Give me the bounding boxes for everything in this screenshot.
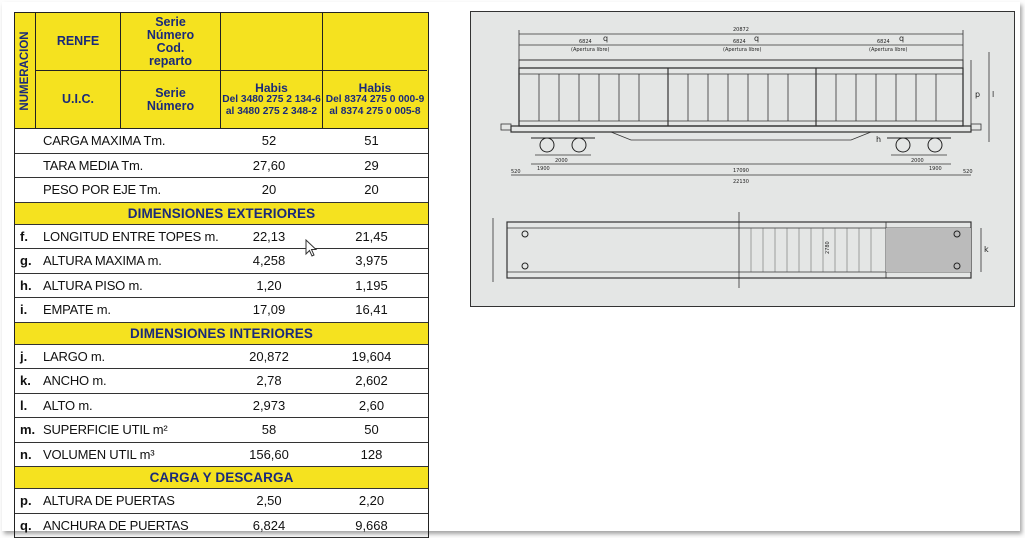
row-label: ALTURA MAXIMA m. xyxy=(35,253,219,268)
value-habis-1: 22,13 xyxy=(219,229,319,244)
uic-label: U.I.C. xyxy=(36,70,120,128)
table-row xyxy=(15,178,428,203)
letter-q-2: q xyxy=(754,34,759,43)
letter-l: l xyxy=(992,90,994,99)
table-row xyxy=(15,225,428,250)
table-row xyxy=(15,369,428,394)
row-letter: h. xyxy=(15,278,35,293)
row-label: CARGA MAXIMA Tm. xyxy=(35,133,219,148)
dim-door-2: 6824 xyxy=(733,39,746,45)
table-header xyxy=(15,12,428,129)
section-carga: CARGA Y DESCARGA xyxy=(15,467,428,489)
value-habis-1: 4,258 xyxy=(219,253,319,268)
catalog-page xyxy=(2,2,1020,531)
row-label: ALTURA PISO m. xyxy=(35,278,219,293)
dim-door-1: 6824 xyxy=(579,39,592,45)
value-habis-2: 20 xyxy=(319,182,424,197)
value-habis-1: 6,824 xyxy=(219,518,319,533)
row-letter: q. xyxy=(15,518,35,533)
table-row xyxy=(15,443,428,468)
serie-column xyxy=(121,13,221,128)
row-letter: k. xyxy=(15,373,35,388)
habis-column-1 xyxy=(221,13,323,128)
dim-total: 20872 xyxy=(733,27,749,33)
renfe-label: RENFE xyxy=(36,13,120,70)
habis-2-header: Habis Del 8374 275 0 000-9 al 8374 275 0 005-8 xyxy=(323,70,427,128)
dim-520-right: 520 xyxy=(963,169,973,175)
value-habis-1: 2,50 xyxy=(219,493,319,508)
value-habis-1: 2,973 xyxy=(219,398,319,413)
wheel xyxy=(928,138,942,152)
value-habis-2: 21,45 xyxy=(319,229,424,244)
value-habis-1: 27,60 xyxy=(219,158,319,173)
row-letter: g. xyxy=(15,253,35,268)
table-row xyxy=(15,418,428,443)
wheel xyxy=(572,138,586,152)
apertura-3: (Apertura libre) xyxy=(869,47,907,53)
renfe-serie-label: Serie Número Cod. reparto xyxy=(121,13,220,70)
dim-2000-right: 2000 xyxy=(911,158,924,164)
value-habis-2: 128 xyxy=(319,447,424,462)
row-label: TARA MEDIA Tm. xyxy=(35,158,219,173)
table-row xyxy=(15,394,428,419)
value-habis-2: 19,604 xyxy=(319,349,424,364)
value-habis-2: 2,20 xyxy=(319,493,424,508)
value-habis-2: 9,668 xyxy=(319,518,424,533)
numeracion-column xyxy=(15,13,36,128)
letter-q-3: q xyxy=(899,34,904,43)
row-letter: p. xyxy=(15,493,35,508)
row-letter: j. xyxy=(15,349,35,364)
wagon-technical-drawing xyxy=(470,11,1015,307)
apertura-2: (Apertura libre) xyxy=(723,47,761,53)
row-label: EMPATE m. xyxy=(35,302,219,317)
table-row xyxy=(15,298,428,323)
dim-520-left: 520 xyxy=(511,169,521,175)
letter-k: k xyxy=(984,245,989,254)
value-habis-1: 20,872 xyxy=(219,349,319,364)
specification-table xyxy=(14,12,429,538)
row-letter: m. xyxy=(15,422,35,437)
value-habis-2: 3,975 xyxy=(319,253,424,268)
value-habis-2: 51 xyxy=(319,133,424,148)
row-label: ANCHURA DE PUERTAS xyxy=(35,518,219,533)
table-row xyxy=(15,345,428,370)
wheel xyxy=(896,138,910,152)
plan-hatched-area xyxy=(886,228,971,272)
value-habis-1: 1,20 xyxy=(219,278,319,293)
carga-rows xyxy=(15,489,428,538)
row-label: ALTO m. xyxy=(35,398,219,413)
value-habis-2: 16,41 xyxy=(319,302,424,317)
value-habis-1: 20 xyxy=(219,182,319,197)
value-habis-2: 50 xyxy=(319,422,424,437)
dim-longitud: 22130 xyxy=(733,179,749,185)
wagon-body xyxy=(519,68,963,126)
empty-cell xyxy=(221,13,322,70)
uic-serie-label: Serie Número xyxy=(121,70,220,128)
dim-1900-right: 1900 xyxy=(929,166,942,172)
row-letter: i. xyxy=(15,302,35,317)
row-label: PESO POR EJE Tm. xyxy=(35,182,219,197)
general-rows xyxy=(15,129,428,203)
apertura-1: (Apertura libre) xyxy=(571,47,609,53)
value-habis-2: 29 xyxy=(319,158,424,173)
row-label: ANCHO m. xyxy=(35,373,219,388)
row-letter: n. xyxy=(15,447,35,462)
table-row xyxy=(15,129,428,154)
section-interiores: DIMENSIONES INTERIORES xyxy=(15,323,428,345)
habis-1-header: Habis Del 3480 275 2 134-6 al 3480 275 2 348-2 xyxy=(221,70,322,128)
letter-h: h xyxy=(876,135,881,144)
wagon-drawing-svg xyxy=(471,12,1013,305)
table-row xyxy=(15,489,428,514)
row-label: ALTURA DE PUERTAS xyxy=(35,493,219,508)
wheel xyxy=(540,138,554,152)
value-habis-1: 156,60 xyxy=(219,447,319,462)
dim-empate: 17090 xyxy=(733,168,749,174)
value-habis-2: 1,195 xyxy=(319,278,424,293)
row-label: LONGITUD ENTRE TOPES m. xyxy=(35,229,219,244)
numeracion-label: NUMERACION xyxy=(19,31,31,110)
value-habis-1: 58 xyxy=(219,422,319,437)
table-row xyxy=(15,249,428,274)
section-exteriores: DIMENSIONES EXTERIORES xyxy=(15,203,428,225)
exterior-rows xyxy=(15,225,428,323)
dim-2000-left: 2000 xyxy=(555,158,568,164)
value-habis-1: 2,78 xyxy=(219,373,319,388)
letter-p: p xyxy=(975,90,980,99)
value-habis-1: 17,09 xyxy=(219,302,319,317)
value-habis-1: 52 xyxy=(219,133,319,148)
table-row xyxy=(15,514,428,538)
value-habis-2: 2,602 xyxy=(319,373,424,388)
dim-1900-left: 1900 xyxy=(537,166,550,172)
interior-rows xyxy=(15,345,428,468)
row-letter: f. xyxy=(15,229,35,244)
table-row xyxy=(15,274,428,299)
row-label: SUPERFICIE UTIL m² xyxy=(35,422,219,437)
value-habis-2: 2,60 xyxy=(319,398,424,413)
row-label: VOLUMEN UTIL m³ xyxy=(35,447,219,462)
letter-q-1: q xyxy=(603,34,608,43)
mouse-cursor-icon xyxy=(305,239,319,259)
row-letter: l. xyxy=(15,398,35,413)
dim-door-3: 6824 xyxy=(877,39,890,45)
org-column xyxy=(36,13,121,128)
table-row xyxy=(15,154,428,179)
empty-cell xyxy=(323,13,427,70)
row-label: LARGO m. xyxy=(35,349,219,364)
habis-column-2 xyxy=(323,13,427,128)
dim-plan: 2780 xyxy=(825,241,831,254)
